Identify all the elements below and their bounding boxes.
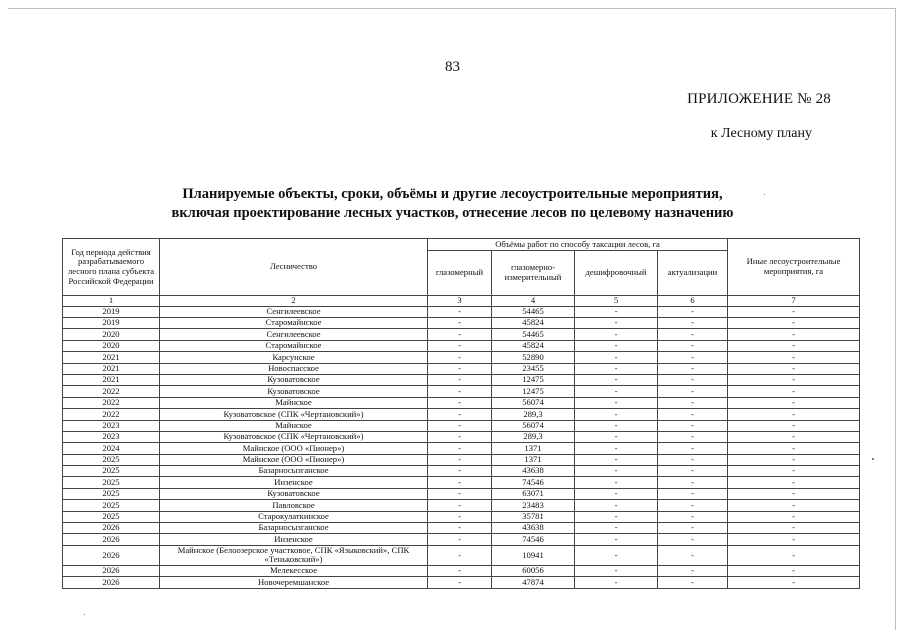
cell-year: 2026	[63, 523, 160, 534]
cell-decoding: -	[575, 386, 658, 397]
column-number: 3	[428, 296, 492, 307]
cell-forestry: Старомайнское	[160, 340, 428, 351]
cell-visual-measuring: 54465	[492, 329, 575, 340]
cell-other: -	[728, 306, 860, 317]
cell-year: 2019	[63, 306, 160, 317]
cell-year: 2020	[63, 340, 160, 351]
cell-visual: -	[428, 329, 492, 340]
cell-decoding: -	[575, 565, 658, 576]
cell-decoding: -	[575, 420, 658, 431]
cell-update: -	[658, 431, 728, 442]
cell-update: -	[658, 577, 728, 588]
cell-other: -	[728, 420, 860, 431]
cell-visual: -	[428, 477, 492, 488]
cell-forestry: Майнское	[160, 420, 428, 431]
cell-other: -	[728, 577, 860, 588]
table-row	[63, 340, 860, 351]
cell-decoding: -	[575, 511, 658, 522]
cell-visual: -	[428, 488, 492, 499]
cell-year: 2026	[63, 577, 160, 588]
cell-other: -	[728, 397, 860, 408]
cell-decoding: -	[575, 397, 658, 408]
cell-year: 2022	[63, 397, 160, 408]
cell-decoding: -	[575, 317, 658, 328]
cell-forestry: Кузоватовское	[160, 374, 428, 385]
cell-update: -	[658, 511, 728, 522]
cell-forestry: Инзенское	[160, 534, 428, 545]
cell-other: -	[728, 488, 860, 499]
cell-year: 2021	[63, 352, 160, 363]
cell-visual: -	[428, 565, 492, 576]
cell-forestry: Кузоватовское (СПК «Чертановский»)	[160, 431, 428, 442]
cell-other: -	[728, 317, 860, 328]
cell-visual: -	[428, 545, 492, 565]
cell-forestry: Старокулаткинское	[160, 511, 428, 522]
cell-update: -	[658, 317, 728, 328]
table-row	[63, 545, 860, 565]
page-number: 83	[445, 59, 460, 75]
cell-visual-measuring: 63071	[492, 488, 575, 499]
cell-visual: -	[428, 363, 492, 374]
cell-decoding: -	[575, 545, 658, 565]
scan-speck	[872, 458, 874, 460]
column-number: 6	[658, 296, 728, 307]
cell-visual: -	[428, 431, 492, 442]
table-row	[63, 420, 860, 431]
table-row	[63, 329, 860, 340]
table-row	[63, 317, 860, 328]
cell-forestry: Сенгилеевское	[160, 329, 428, 340]
cell-visual: -	[428, 454, 492, 465]
table-row	[63, 523, 860, 534]
cell-year: 2023	[63, 420, 160, 431]
cell-decoding: -	[575, 306, 658, 317]
table-row	[63, 352, 860, 363]
cell-other: -	[728, 500, 860, 511]
cell-visual: -	[428, 500, 492, 511]
cell-other: -	[728, 409, 860, 420]
cell-update: -	[658, 420, 728, 431]
cell-update: -	[658, 466, 728, 477]
table-row	[63, 565, 860, 576]
cell-visual: -	[428, 409, 492, 420]
cell-other: -	[728, 545, 860, 565]
table-row	[63, 488, 860, 499]
cell-visual-measuring: 12475	[492, 374, 575, 385]
cell-year: 2021	[63, 363, 160, 374]
cell-visual-measuring: 12475	[492, 386, 575, 397]
cell-forestry: Новочеремшанское	[160, 577, 428, 588]
cell-update: -	[658, 374, 728, 385]
cell-visual-measuring: 45824	[492, 340, 575, 351]
column-number: 1	[63, 296, 160, 307]
cell-update: -	[658, 329, 728, 340]
table-row	[63, 431, 860, 442]
cell-visual: -	[428, 386, 492, 397]
cell-visual: -	[428, 420, 492, 431]
cell-visual-measuring: 289,3	[492, 431, 575, 442]
cell-decoding: -	[575, 409, 658, 420]
cell-visual-measuring: 289,3	[492, 409, 575, 420]
cell-update: -	[658, 500, 728, 511]
header-year: Год периода действия разрабатываемого лесного плана субъекта Российской Федерации	[63, 239, 160, 296]
cell-other: -	[728, 565, 860, 576]
cell-year: 2026	[63, 545, 160, 565]
cell-year: 2022	[63, 409, 160, 420]
cell-update: -	[658, 545, 728, 565]
appendix-subheading: к Лесному плану	[710, 126, 812, 141]
cell-update: -	[658, 340, 728, 351]
cell-visual-measuring: 52890	[492, 352, 575, 363]
cell-update: -	[658, 454, 728, 465]
cell-forestry: Новоспасское	[160, 363, 428, 374]
table-body	[63, 296, 860, 589]
table-row	[63, 306, 860, 317]
table-row	[63, 477, 860, 488]
measures-table	[62, 238, 860, 589]
cell-other: -	[728, 431, 860, 442]
table-row	[63, 466, 860, 477]
cell-visual-measuring: 43638	[492, 523, 575, 534]
cell-visual: -	[428, 374, 492, 385]
column-number: 5	[575, 296, 658, 307]
cell-update: -	[658, 409, 728, 420]
title-line-2: включая проектирование лесных участков, отнесение лесов по целевому назначению	[171, 205, 734, 221]
cell-year: 2025	[63, 488, 160, 499]
table-row	[63, 409, 860, 420]
header-visual-measuring: глазомерно-измерительный	[492, 251, 575, 296]
cell-update: -	[658, 477, 728, 488]
scan-speck	[764, 194, 765, 195]
cell-update: -	[658, 443, 728, 454]
cell-update: -	[658, 363, 728, 374]
cell-year: 2022	[63, 386, 160, 397]
cell-update: -	[658, 397, 728, 408]
cell-decoding: -	[575, 488, 658, 499]
cell-other: -	[728, 443, 860, 454]
cell-forestry: Базарносызганское	[160, 466, 428, 477]
cell-other: -	[728, 454, 860, 465]
cell-decoding: -	[575, 443, 658, 454]
cell-year: 2019	[63, 317, 160, 328]
cell-forestry: Сенгилеевское	[160, 306, 428, 317]
scan-speck	[84, 614, 85, 615]
cell-forestry: Старомайнское	[160, 317, 428, 328]
cell-forestry: Мелекесское	[160, 565, 428, 576]
cell-decoding: -	[575, 500, 658, 511]
cell-visual: -	[428, 340, 492, 351]
cell-visual-measuring: 1371	[492, 454, 575, 465]
cell-update: -	[658, 488, 728, 499]
cell-forestry: Майнское (ООО «Пионер»)	[160, 443, 428, 454]
cell-year: 2021	[63, 374, 160, 385]
cell-visual-measuring: 74546	[492, 534, 575, 545]
cell-visual-measuring: 74546	[492, 477, 575, 488]
header-other: Иные лесоустроительные мероприятия, га	[728, 239, 860, 296]
cell-forestry: Кузоватовское	[160, 386, 428, 397]
header-forestry: Лесничество	[160, 239, 428, 296]
cell-forestry: Майнское (ООО «Пионер»)	[160, 454, 428, 465]
cell-visual-measuring: 47874	[492, 577, 575, 588]
table-row	[63, 454, 860, 465]
table-row	[63, 534, 860, 545]
header-decoding: дешифровочный	[575, 251, 658, 296]
cell-visual-measuring: 1371	[492, 443, 575, 454]
cell-year: 2026	[63, 565, 160, 576]
cell-visual-measuring: 54465	[492, 306, 575, 317]
cell-other: -	[728, 534, 860, 545]
appendix-heading: ПРИЛОЖЕНИЕ № 28	[687, 91, 831, 107]
cell-forestry: Майнское	[160, 397, 428, 408]
cell-year: 2025	[63, 466, 160, 477]
cell-visual-measuring: 60056	[492, 565, 575, 576]
table-row	[63, 363, 860, 374]
cell-year: 2025	[63, 477, 160, 488]
cell-decoding: -	[575, 352, 658, 363]
cell-forestry: Павловское	[160, 500, 428, 511]
table-row	[63, 443, 860, 454]
cell-forestry: Инзенское	[160, 477, 428, 488]
cell-decoding: -	[575, 577, 658, 588]
cell-visual-measuring: 45824	[492, 317, 575, 328]
header-visual: глазомерный	[428, 251, 492, 296]
column-number: 7	[728, 296, 860, 307]
cell-year: 2026	[63, 534, 160, 545]
cell-visual: -	[428, 534, 492, 545]
cell-forestry: Кузоватовское	[160, 488, 428, 499]
cell-decoding: -	[575, 431, 658, 442]
cell-update: -	[658, 306, 728, 317]
cell-other: -	[728, 374, 860, 385]
cell-year: 2025	[63, 500, 160, 511]
cell-other: -	[728, 523, 860, 534]
cell-visual: -	[428, 523, 492, 534]
cell-other: -	[728, 340, 860, 351]
cell-decoding: -	[575, 329, 658, 340]
cell-visual-measuring: 23455	[492, 363, 575, 374]
cell-forestry: Кузоватовское (СПК «Чертановский»)	[160, 409, 428, 420]
cell-forestry: Базарносызганское	[160, 523, 428, 534]
cell-other: -	[728, 466, 860, 477]
cell-visual-measuring: 23483	[492, 500, 575, 511]
cell-update: -	[658, 386, 728, 397]
cell-other: -	[728, 511, 860, 522]
column-numbers-row	[63, 296, 860, 307]
cell-other: -	[728, 363, 860, 374]
cell-visual-measuring: 56074	[492, 397, 575, 408]
cell-year: 2023	[63, 431, 160, 442]
cell-forestry: Карсунское	[160, 352, 428, 363]
cell-year: 2025	[63, 454, 160, 465]
header-volumes: Объёмы работ по способу таксации лесов, га	[428, 239, 728, 251]
cell-forestry: Майнское (Белоозерское участковое, СПК «Языковский», СПК «Теньковский»)	[160, 545, 428, 565]
cell-visual: -	[428, 397, 492, 408]
cell-decoding: -	[575, 523, 658, 534]
table-row	[63, 500, 860, 511]
table-row	[63, 511, 860, 522]
cell-decoding: -	[575, 466, 658, 477]
cell-other: -	[728, 477, 860, 488]
cell-year: 2024	[63, 443, 160, 454]
cell-visual-measuring: 43638	[492, 466, 575, 477]
cell-update: -	[658, 534, 728, 545]
header-update: актуализации	[658, 251, 728, 296]
cell-visual: -	[428, 352, 492, 363]
cell-visual-measuring: 35781	[492, 511, 575, 522]
cell-update: -	[658, 565, 728, 576]
title-line-1: Планируемые объекты, сроки, объёмы и другие лесоустроительные мероприятия,	[182, 186, 723, 202]
cell-update: -	[658, 523, 728, 534]
cell-decoding: -	[575, 477, 658, 488]
cell-visual-measuring: 10941	[492, 545, 575, 565]
table-row	[63, 374, 860, 385]
cell-year: 2025	[63, 511, 160, 522]
cell-decoding: -	[575, 363, 658, 374]
cell-other: -	[728, 329, 860, 340]
cell-visual: -	[428, 317, 492, 328]
document-title	[0, 185, 905, 223]
cell-visual: -	[428, 443, 492, 454]
cell-other: -	[728, 386, 860, 397]
cell-decoding: -	[575, 534, 658, 545]
cell-other: -	[728, 352, 860, 363]
cell-decoding: -	[575, 340, 658, 351]
cell-update: -	[658, 352, 728, 363]
cell-decoding: -	[575, 374, 658, 385]
table-row	[63, 386, 860, 397]
column-number: 2	[160, 296, 428, 307]
cell-year: 2020	[63, 329, 160, 340]
cell-visual: -	[428, 306, 492, 317]
cell-decoding: -	[575, 454, 658, 465]
column-number: 4	[492, 296, 575, 307]
table-row	[63, 577, 860, 588]
cell-visual: -	[428, 466, 492, 477]
cell-visual: -	[428, 577, 492, 588]
table-row	[63, 397, 860, 408]
cell-visual: -	[428, 511, 492, 522]
cell-visual-measuring: 56074	[492, 420, 575, 431]
